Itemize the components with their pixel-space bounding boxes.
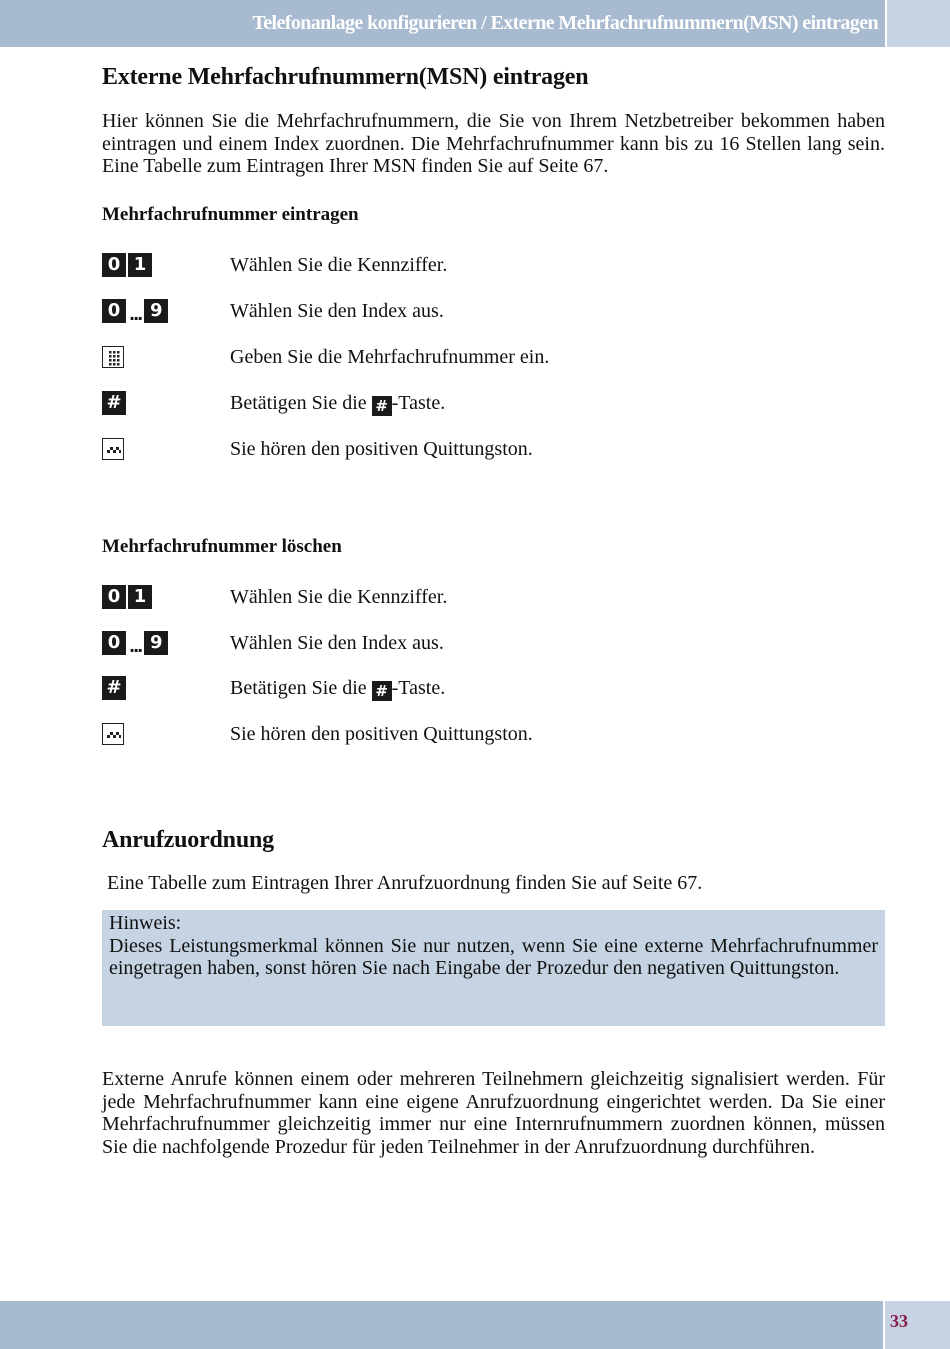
range-ellipsis: ... <box>129 304 142 324</box>
positive-tone-icon <box>102 438 124 460</box>
key-1-icon: 1 <box>128 585 152 609</box>
section-title-msn: Externe Mehrfachrufnummern(MSN) eintragen <box>102 64 589 90</box>
page-number: 33 <box>890 1311 908 1331</box>
delete-step-index-text: Wählen Sie den Index aus. <box>230 632 444 654</box>
enter-step-index <box>102 298 885 328</box>
enter-step-index-text: Wählen Sie den Index aus. <box>230 300 444 322</box>
inline-hash-key-icon: # <box>372 396 392 416</box>
delete-step-tone-text: Sie hören den positiven Quittungston. <box>230 723 533 745</box>
range-ellipsis: ... <box>129 636 142 656</box>
delete-step-code-text: Wählen Sie die Kennziffer. <box>230 586 448 608</box>
note-label: Hinweis: <box>109 912 182 934</box>
subsection-title-delete: Mehrfachrufnummer löschen <box>102 536 342 557</box>
subsection-title-enter: Mehrfachrufnummer eintragen <box>102 204 359 225</box>
section-body-anrufzuordnung: Externe Anrufe können einem oder mehreren Teilnehmern gleichzeitig signalisiert werden. Für jede Mehrfachrufnummer kann eine eigene Anrufzuordnung eingerichtet werden. Da Sie einer Mehrfachrufnummer gleichzeitig immer nur eine Internrufnummern zuordnen können, müssen Sie die nachfolgende Prozedur für jeden Teilnehmer in der Anrufzuordnung durchführen. <box>102 1068 885 1158</box>
enter-step-tone-text: Sie hören den positiven Quittungston. <box>230 438 533 460</box>
inline-hash-key-icon: # <box>372 681 392 701</box>
header-title: Telefonanlage konfigurieren / Externe Mehrfachrufnummern(MSN) eintragen <box>252 12 878 34</box>
delete-step-hash-text: Betätigen Sie die # -Taste. <box>230 677 446 700</box>
enter-step-number <box>102 344 885 374</box>
key-0-icon: 0 <box>102 253 126 277</box>
header-corner <box>887 0 950 47</box>
delete-step-index <box>102 630 885 660</box>
header-bar <box>0 0 885 47</box>
enter-step-tone <box>102 436 885 466</box>
section-intro-msn: Hier können Sie die Mehrfachrufnummern, die Sie von Ihrem Netzbetreiber bekommen haben eintragen und einem Index zuordnen. Die Mehrfachrufnummer kann bis zu 16 Stellen lang sein. Eine Tabelle zum Eintragen Ihrer MSN finden Sie auf Seite 67. <box>102 110 885 177</box>
key-0-icon: 0 <box>102 585 126 609</box>
enter-step-code-text: Wählen Sie die Kennziffer. <box>230 254 448 276</box>
note-box <box>102 910 885 1026</box>
footer-corner <box>885 1301 950 1349</box>
delete-step-hash <box>102 675 885 705</box>
enter-step-hash-text: Betätigen Sie die # -Taste. <box>230 392 446 415</box>
key-0-icon: 0 <box>102 631 126 655</box>
enter-step-code <box>102 252 885 282</box>
key-0-icon: 0 <box>102 299 126 323</box>
enter-step-number-text: Geben Sie die Mehrfachrufnummer ein. <box>230 346 550 368</box>
delete-step-code <box>102 584 885 614</box>
footer-bar <box>0 1301 883 1349</box>
key-9-icon: 9 <box>144 631 168 655</box>
delete-step-tone <box>102 721 885 751</box>
hash-key-icon: # <box>102 676 126 700</box>
section-intro-anrufzuordnung: Eine Tabelle zum Eintragen Ihrer Anrufzuordnung finden Sie auf Seite 67. <box>107 872 703 894</box>
note-text: Dieses Leistungsmerkmal können Sie nur nutzen, wenn Sie eine externe Mehrfachrufnummer eingetragen haben, sonst hören Sie nach Eingabe der Prozedur den negativen Quittungston. <box>109 934 878 979</box>
key-9-icon: 9 <box>144 299 168 323</box>
enter-step-hash <box>102 390 885 420</box>
keypad-icon <box>102 346 124 368</box>
section-title-anrufzuordnung: Anrufzuordnung <box>102 827 274 853</box>
hash-key-icon: # <box>102 391 126 415</box>
positive-tone-icon <box>102 723 124 745</box>
key-1-icon: 1 <box>128 253 152 277</box>
